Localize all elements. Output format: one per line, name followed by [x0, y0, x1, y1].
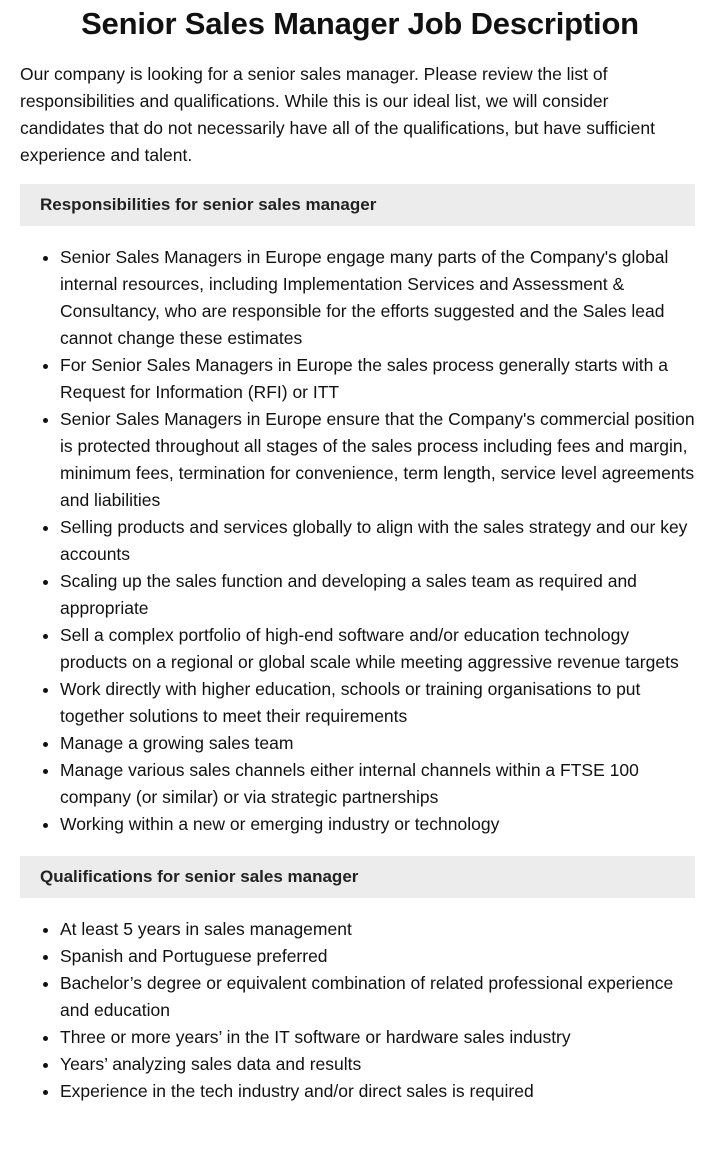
list-item: • Sell a complex portfolio of high-end software and/or education technology products on a regional or global scale while meeting aggressive revenue targets — [60, 622, 696, 676]
responsibilities-heading: Responsibilities for senior sales manager — [20, 184, 695, 226]
list-item: • At least 5 years in sales management — [60, 916, 696, 943]
list-item: • Working within a new or emerging industry or technology — [60, 811, 696, 838]
qualifications-heading: Qualifications for senior sales manager — [20, 856, 695, 898]
list-item: • Years’ analyzing sales data and results — [60, 1051, 696, 1078]
intro-paragraph: Our company is looking for a senior sales manager. Please review the list of responsibilities and qualifications. While this is our ideal list, we will consider candidates that do not necessarily have all of the qualifications, but have sufficient experience and talent. — [20, 64, 655, 165]
list-item: • Manage a growing sales team — [60, 730, 696, 757]
list-item: • Senior Sales Managers in Europe ensure that the Company's commercial position is protected throughout all stages of the sales process including fees and margin, minimum fees, termination for convenience, term length, service level agreements and liabilities — [60, 406, 696, 514]
list-item: • Manage various sales channels either internal channels within a FTSE 100 company (or similar) or via strategic partnerships — [60, 757, 696, 811]
list-item: • Selling products and services globally to align with the sales strategy and our key accounts — [60, 514, 696, 568]
list-item: • For Senior Sales Managers in Europe the sales process generally starts with a Request for Information (RFI) or ITT — [60, 352, 696, 406]
list-item: • Senior Sales Managers in Europe engage many parts of the Company's global internal resources, including Implementation Services and Assessment & Consultancy, who are responsible for the efforts suggested and the Sales lead cannot change these estimates — [60, 244, 696, 352]
list-item: • Three or more years’ in the IT software or hardware sales industry — [60, 1024, 696, 1051]
list-item: • Bachelor’s degree or equivalent combination of related professional experience and education — [60, 970, 696, 1024]
list-item: • Scaling up the sales function and developing a sales team as required and appropriate — [60, 568, 696, 622]
page-title: Senior Sales Manager Job Description — [81, 6, 639, 41]
qualifications-list — [20, 916, 696, 1105]
list-item: • Spanish and Portuguese preferred — [60, 943, 696, 970]
list-item: • Experience in the tech industry and/or direct sales is required — [60, 1078, 696, 1105]
list-item: • Work directly with higher education, schools or training organisations to put together solutions to meet their requirements — [60, 676, 696, 730]
responsibilities-list — [20, 244, 696, 838]
